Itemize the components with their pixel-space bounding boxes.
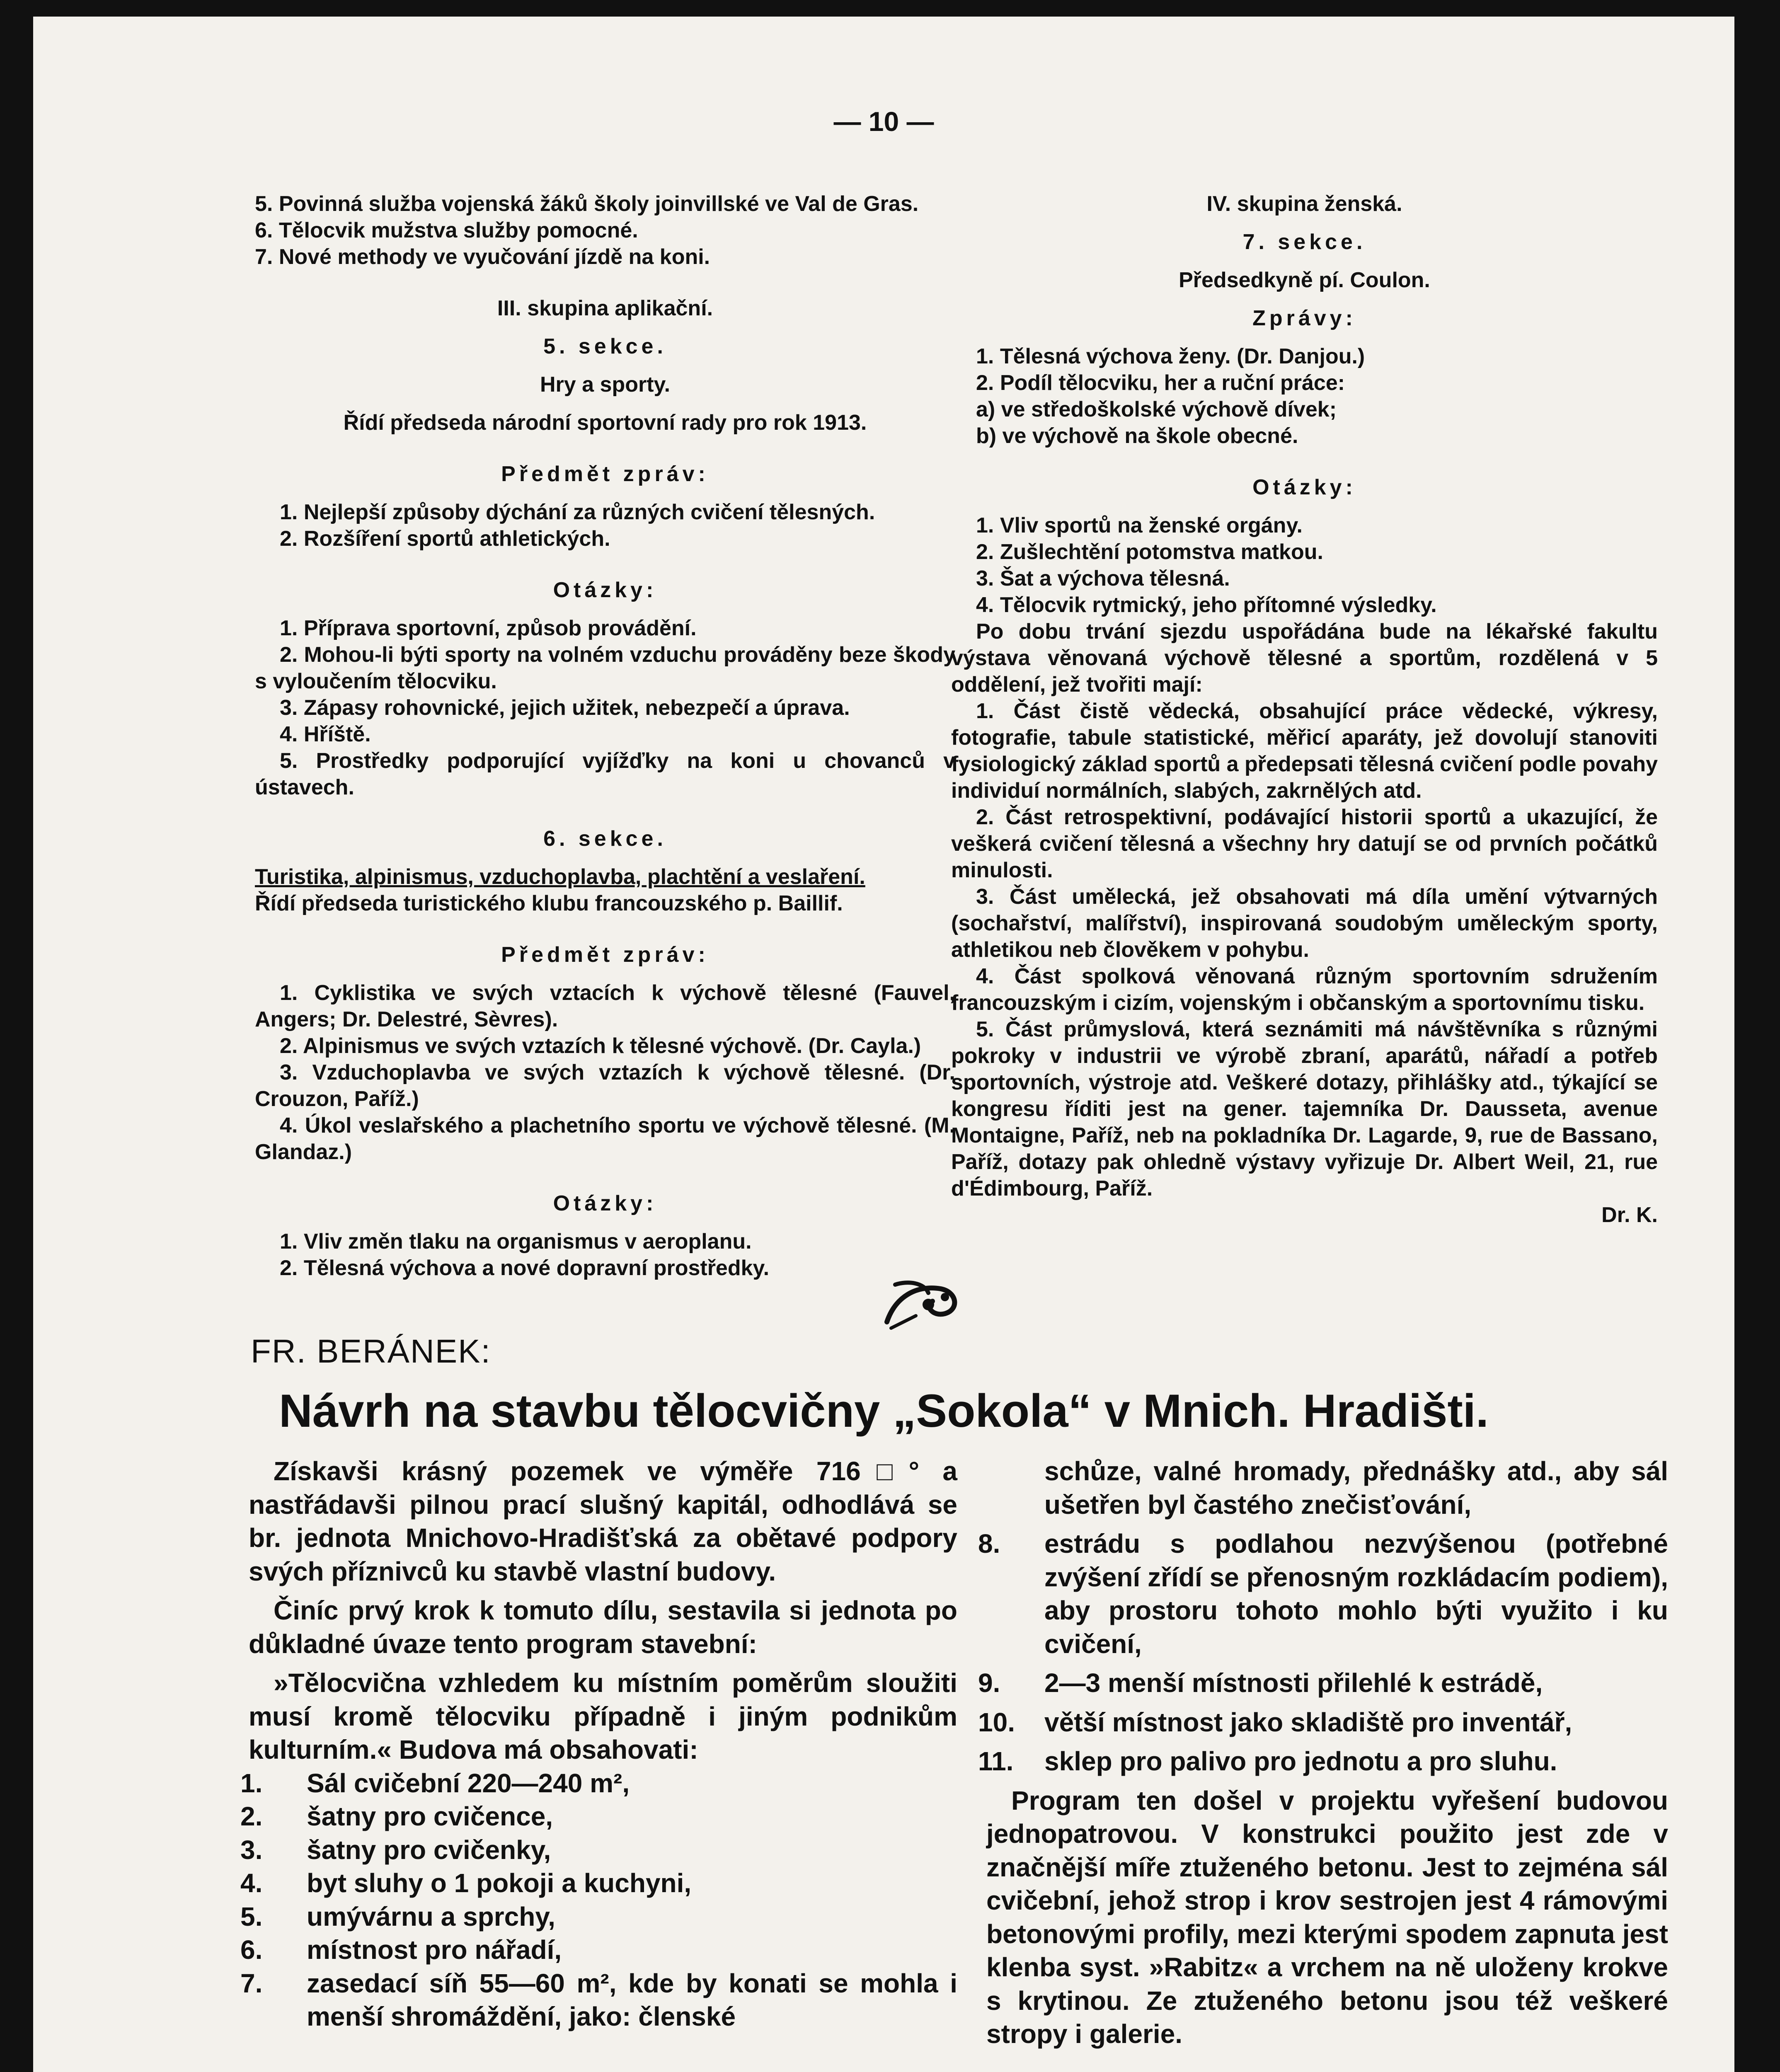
article-right-column [978,1455,1668,2051]
subheading: Zprávy: [1252,306,1356,330]
section-chair: Předsedkyně pí. Coulon. [1179,268,1430,292]
paragraph: Činíc prvý krok k tomuto dílu, sestavila si jednota po důkladné úvaze tento program stavební: [249,1595,957,1659]
item-number: 1. [240,1768,263,1798]
list-item: 1. Cyklistika ve svých vztacích k výchově tělesné (Fauvel, Angers; Dr. Delestré, Sèvres). [255,981,955,1031]
left-column [255,191,955,1281]
item-line: 5. Povinná služba vojenská žáků školy joinvillské ve Val de Gras. [255,192,919,216]
item-number: 9. [978,1668,1000,1698]
list-item [240,1833,957,1867]
subheading: Předmět zpráv: [501,943,709,967]
item-line: 7. Nové methody ve vyučování jízdě na koni. [255,245,710,269]
list-item-continuation: schůze, valné hromady, přednášky atd., aby sál ušetřen byl častého znečisťování, [1044,1456,1668,1520]
item-number: 4. [240,1868,263,1898]
list-item: 2. Zušlechtění potomstva matkou. [976,540,1323,564]
paragraph: 5. Část průmyslová, která seznámiti má návštěvníka s různými pokroky v industrii ve výrobě zbraní, aparátů, nářadí a potřeb sportovních, výstroje atd. Veškeré dotazy, přihlášky atd., týkající se kongresu říditi jest na gener. tajemníka Dr. Dausseta, avenue Montaigne, Paříž, neb na pokladníka Dr. Lagarde, 9, rue de Bassano, Paříž, dotazy pak ohledně výstavy vyřizuje Dr. Albert Weil, 21, rue d'Édimbourg, Paříž. [951,1017,1658,1201]
list-item: b) ve výchově na škole obecné. [976,424,1298,448]
paragraph: 1. Část čistě vědecká, obsahující práce vědecké, výkresy, fotografie, tabule statistické, měřicí aparáty, jež dovolují stanoviti fysiologický základ sportů a předepsati tělesná cvičení podle povahy individuí normálních, slabých, zakrnělých atd. [951,699,1658,803]
item-text: estrádu s podlahou nezvýšenou (potřebné zvýšení zřídí se přenosným rozkládacím podiem), aby prostoru tohoto mohlo býti využito i ku cvičení, [1044,1529,1668,1659]
item-number: 3. [240,1835,263,1865]
item-number: 10. [978,1707,1015,1737]
subheading: Otázky: [1252,475,1356,499]
list-item: 1. Nejlepší způsoby dýchání za různých cvičení tělesných. [280,500,875,524]
list-item: 3. Zápasy rohovnické, jejich užitek, nebezpečí a úprava. [280,696,850,720]
item-text: byt sluhy o 1 pokoji a kuchyni, [307,1868,692,1898]
section-label: 5. sekce. [543,334,667,358]
item-text: Sál cvičební 220—240 m², [307,1768,630,1798]
list-item: 2. Rozšíření sportů athletických. [280,527,610,551]
list-item: 1. Vliv změn tlaku na organismus v aeroplanu. [280,1230,752,1254]
list-item: 2. Podíl tělocviku, her a ruční práce: [976,371,1345,395]
list-item: 3. Vzduchoplavba ve svých vztazích k výchově tělesné. (Dr. Crouzon, Paříž.) [255,1060,955,1111]
list-item [240,1933,957,1967]
list-item: 1. Příprava sportovní, způsob provádění. [280,616,697,640]
item-number: 5. [240,1901,263,1932]
subheading: Otázky: [553,1191,657,1215]
article-title: Návrh na stavbu tělocvičny „Sokola“ v Mnich. Hradišti. [279,1385,1489,1437]
program-list [240,1767,957,2033]
paragraph: 2. Část retrospektivní, podávající historii sportů a ukazující, že veškerá cvičení tělesná a všechny hry datují se od prvních počátků minulosti. [951,805,1658,882]
list-item [978,1527,1668,1661]
ornament-icon [879,1272,966,1334]
item-text: umývárnu a sprchy, [307,1901,555,1932]
list-item [978,1666,1668,1700]
list-item [978,1706,1668,1739]
list-item: a) ve středoškolské výchově dívek; [976,397,1337,421]
list-item [240,1767,957,1800]
item-number: 2. [240,1801,263,1831]
item-text: šatny pro cvičenky, [307,1835,551,1865]
list-item: 3. Šat a výchova tělesná. [976,566,1230,591]
paragraph: »Tělocvična vzhledem ku místním poměrům sloužiti musí kromě tělocviku případně i jiným podnikům kulturním.« Budova má obsahovati: [249,1668,957,1765]
section-leader: Řídí předseda turistického klubu francouzského p. Baillif. [255,891,843,915]
list-item: 4. Úkol veslařského a plachetního sportu ve výchově tělesné. (M. Glandaz.) [255,1113,955,1164]
article-left-column [240,1455,957,2033]
paragraph: 4. Část spolková věnovaná různým sportovním sdružením francouzským i cizím, vojenským i občanským a sportovnímu tisku. [951,964,1658,1015]
item-number: 8. [978,1529,1000,1559]
list-item [978,1745,1668,1778]
list-item [240,1866,957,1900]
item-text: větší místnost jako skladiště pro inventář, [1044,1707,1572,1737]
item-number: 7. [240,1968,263,1998]
item-text: šatny pro cvičence, [307,1801,553,1831]
paragraph: Po dobu trvání sjezdu uspořádána bude na lékařské fakultu výstava věnovaná výchově tělesné a sportům, rozdělená v 5 oddělení, jež tvořiti mají: [951,620,1658,697]
signature: Dr. K. [1601,1203,1658,1227]
page-number: — 10 — [833,106,934,137]
section-leader: Řídí předseda národní sportovní rady pro rok 1913. [343,411,867,435]
item-text: zasedací síň 55—60 m², kde by konati se mohla i menší shromáždění, jako: členské [307,1968,957,2031]
list-item [240,1900,957,1934]
item-number: 11. [978,1746,1014,1776]
group-heading: IV. skupina ženská. [1206,192,1402,216]
group-heading: III. skupina aplikační. [497,296,713,320]
list-item [240,1967,957,2033]
subheading: Předmět zpráv: [501,462,709,486]
program-list-continued [978,1527,1668,1778]
list-item: 1. Tělesná výchova ženy. (Dr. Danjou.) [976,344,1365,368]
list-item: 4. Hříště. [280,722,371,746]
item-number: 6. [240,1935,263,1965]
right-column [951,191,1658,1228]
section-label: 7. sekce. [1242,230,1366,254]
article-author: FR. BERÁNEK: [251,1333,491,1370]
item-text: sklep pro palivo pro jednotu a pro sluhu. [1044,1746,1557,1776]
list-item: 2. Alpinismus ve svých vztazích k tělesné výchově. (Dr. Cayla.) [280,1034,921,1058]
item-text: 2—3 menší místnosti přilehlé k estrádě, [1044,1668,1543,1698]
paragraph: 3. Část umělecká, jež obsahovati má díla umění výtvarných (sochařství, malířství), inspirovaná soudobým uměleckým sporty, athletikou neb člověkem v pohybu. [951,885,1658,962]
document-page [33,17,1734,2072]
section-subject: Hry a sporty. [540,373,671,397]
section-subject: Turistika, alpinismus, vzduchoplavba, plachtění a veslaření. [255,865,865,889]
paragraph: Získavši krásný pozemek ve výměře 716□° a nastřádavši pilnou prací slušný kapitál, odhodlává se br. jednota Mnichovo-Hradišťská za obětavé podpory svých příznivců ku stavbě vlastní budovy. [249,1456,957,1586]
item-line: 6. Tělocvik mužstva služby pomocné. [255,218,638,242]
item-text: místnost pro nářadí, [307,1935,562,1965]
list-item: 1. Vliv sportů na ženské orgány. [976,513,1303,537]
list-item: 5. Prostředky podporující vyjížďky na koni u chovanců v ústavech. [255,749,955,799]
subheading: Otázky: [553,578,657,602]
list-item: 2. Mohou-li býti sporty na volném vzduchu prováděny beze škody s vyloučením tělocviku. [255,643,955,693]
section-label: 6. sekce. [543,827,667,851]
list-item [240,1800,957,1833]
paragraph: Program ten došel v projektu vyřešení budovou jednopatrovou. V konstrukci použito jest zde v značnější míře ztuženého betonu. Jest to zejména sál cvičební, jehož strop i krov sestrojen jest 4 rámovými betonovými profily, mezi kterými spodem zapnuta jest klenba syst. »Rabitz« a vrchem na ně uloženy krokve s krytinou. Ze ztuženého betonu jsou též veškeré stropy i galerie. [986,1785,1668,2049]
list-item: 4. Tělocvik rytmický, jeho přítomné výsledky. [976,593,1437,617]
list-item: 2. Tělesná výchova a nové dopravní prostředky. [280,1256,770,1280]
